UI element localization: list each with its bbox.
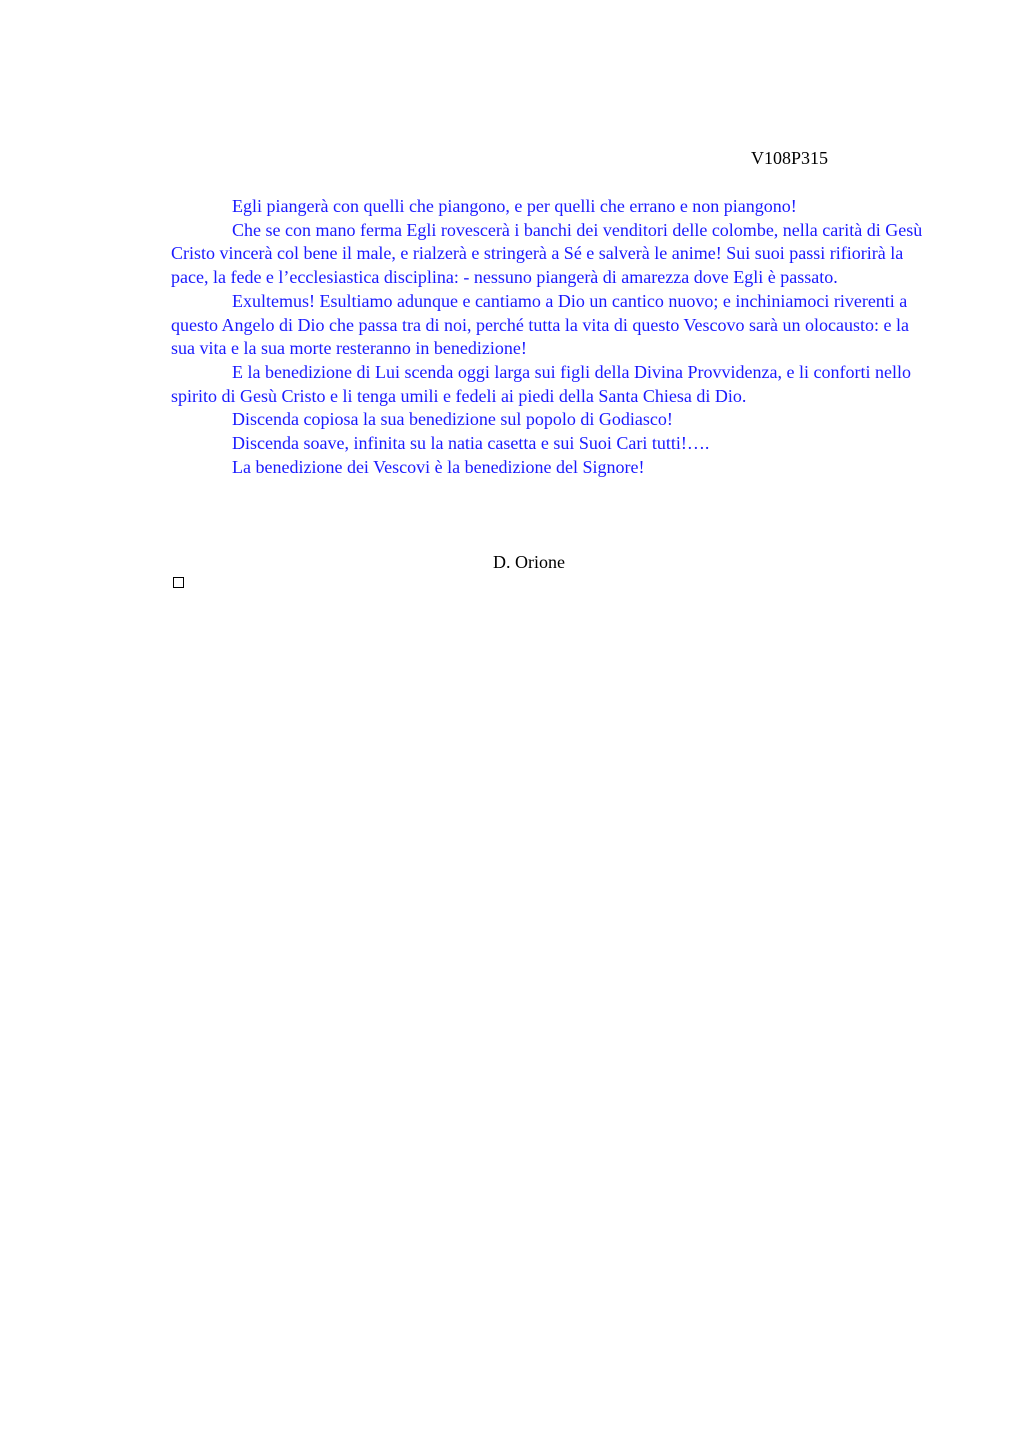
- page-reference: V108P315: [751, 148, 829, 168]
- paragraph: Egli piangerà con quelli che piangono, e per quelli che errano e non piangono!: [232, 196, 797, 216]
- signature: D. Orione: [493, 552, 565, 572]
- paragraph: La benedizione dei Vescovi è la benedizione del Signore!: [232, 456, 645, 477]
- paragraph: Discenda copiosa la sua benedizione sul popolo di Godiasco!: [232, 409, 673, 430]
- paragraph: Discenda soave, infinita su la natia casetta e sui Suoi Cari tutti!….: [232, 433, 710, 454]
- paragraph: Exultemus! Esultiamo adunque e cantiamo a Dio un cantico nuovo; e inchiniamoci riverenti a questo Angelo di Dio che passa tra di noi, perché tutta la vita di questo Vescovo sarà un olocausto: e la sua vita e la sua morte resteranno in benedizione!: [171, 290, 909, 359]
- paragraph: Che se con mano ferma Egli rovescerà i banchi dei venditori delle colombe, nella carità di Gesù Cristo vincerà col bene il male, e rialzerà e stringerà a Sé e salverà le anime! Sui suoi passi rifiorirà la pace, la fede e l’ecclesiastica disciplina: - nessuno piangerà di amarezza dove Egli è passato.: [171, 219, 923, 288]
- letter-body: [171, 195, 923, 479]
- paragraph: E la benedizione di Lui scenda oggi larga sui figli della Divina Provvidenza, e li conforti nello spirito di Gesù Cristo e li tenga umili e fedeli ai piedi della Santa Chiesa di Dio.: [171, 361, 911, 406]
- checkbox-square-icon: [173, 577, 184, 588]
